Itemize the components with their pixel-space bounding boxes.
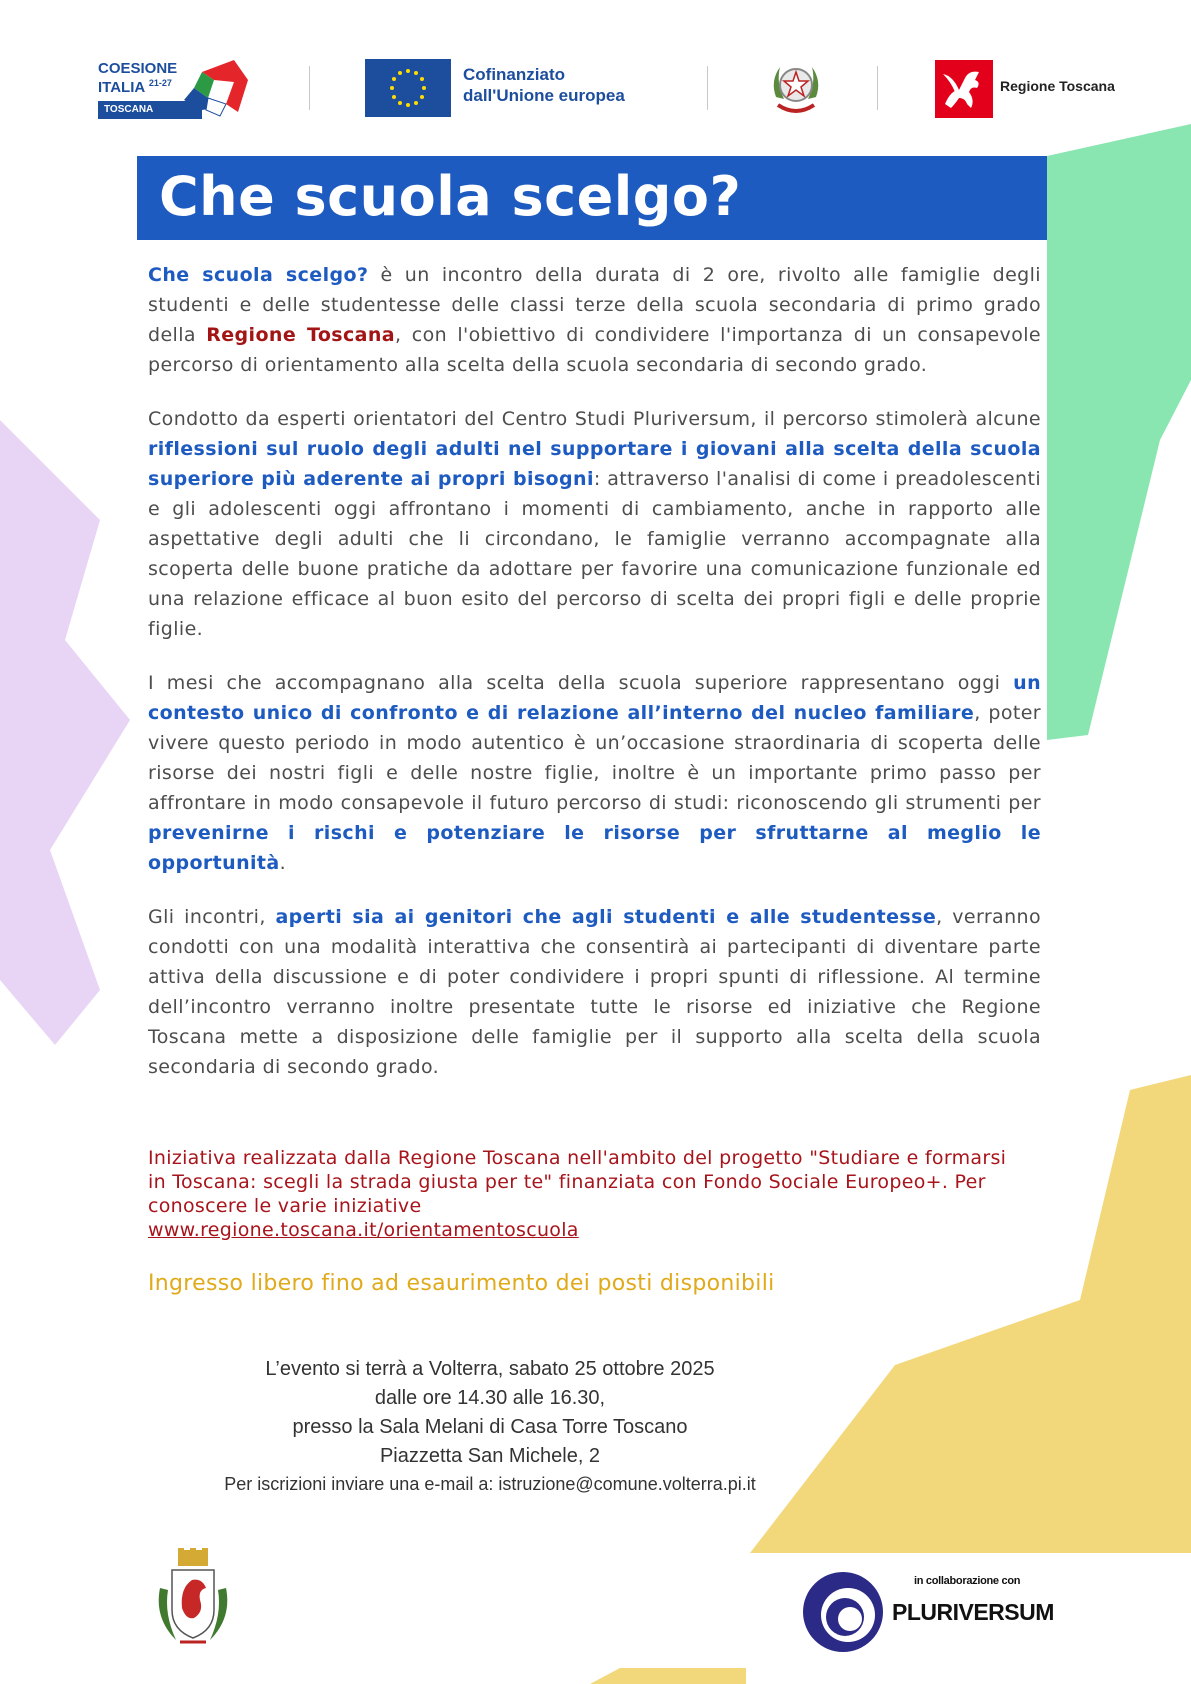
event-registration: Per iscrizioni inviare una e-mail a: istruzione@comune.volterra.pi.it xyxy=(224,1474,756,1494)
coesione-arrow-icon xyxy=(182,58,252,120)
title-bar xyxy=(137,156,1047,240)
header-separator xyxy=(309,66,310,110)
eu-line2: dall'Unione europea xyxy=(463,86,625,105)
page-title: Che scuola scelgo? xyxy=(159,165,742,228)
coesione-italia-logo xyxy=(96,56,256,120)
event-venue: presso la Sala Melani di Casa Torre Toscano xyxy=(292,1416,688,1438)
free-entry-note: Ingresso libero fino ad esaurimento dei posti disponibili xyxy=(148,1271,775,1296)
header-separator xyxy=(707,66,708,110)
paragraph-family: I mesi che accompagnano alla scelta della scuola superiore rappresentano oggi un contesto unico di confronto e di relazione all’interno del nucleo familiare, poter vivere questo periodo in modo autentico è un’occasione straordinaria di scoperta delle risorse dei nostri figli e delle nostre figlie, inoltre è un importante primo passo per affrontare in modo consapevole il futuro percorso di studi: riconoscendo gli strumenti per prevenirne i rischi e potenziare le risorse per sfruttarne al meglio le opportunità. xyxy=(148,672,1042,874)
pegasus-icon xyxy=(935,60,993,118)
regione-toscana-label: Regione Toscana xyxy=(1000,78,1115,94)
initiative-note xyxy=(148,1146,1008,1242)
event-date: L’evento si terrà a Volterra, sabato 25 ottobre 2025 xyxy=(265,1358,715,1380)
event-time: dalle ore 14.30 alle 16.30, xyxy=(374,1387,606,1409)
paragraph-pluriversum: Condotto da esperti orientatori del Centro Studi Pluriversum, il percorso stimolerà alcune riflessioni sul ruolo degli adulti nel supportare i giovani alla scelta della scuola superiore più aderente ai propri bisogni: attraverso l'analisi di come i preadolescenti e gli adolescenti oggi affrontano i momenti di cambiamento, anche in rapporto alle aspettative degli adulti che li circondano, le famiglie verranno accompagnate alla scoperta delle buone pratiche da adottare per favorire una comunicazione funzionale ed una relazione efficace al buon esito del percorso di scelta dei propri figli e delle proprie figlie. xyxy=(148,408,1041,640)
coesione-line2: ITALIA $^{21-27}$ xyxy=(98,78,172,96)
header-logos xyxy=(0,52,1191,122)
coesione-line1: COESIONE xyxy=(98,60,178,77)
pluriversum-footer xyxy=(746,1553,1166,1684)
regione-toscana-flag xyxy=(935,60,993,118)
purple-shape xyxy=(0,420,130,1045)
event-details xyxy=(140,1355,840,1498)
yellow-shape-bottom xyxy=(590,1668,750,1684)
paragraph-meetings: Gli incontri, aperti sia ai genitori che agli studenti e alle studentesse, verranno condotti con una modalità interattiva che consentirà ai partecipanti di diventare parte attiva della discussione e di poter condividere i propri spunti di riflessione. Al termine dell’incontro verranno inoltre presentate tutte le risorse ed iniziative che Regione Toscana mette a disposizione delle famiglie per il supporto alla scelta della scuola secondaria di secondo grado. xyxy=(148,906,1041,1078)
orientamento-link[interactable]: www.regione.toscana.it/orientamentoscuola xyxy=(148,1219,579,1241)
coesione-region: TOSCANA xyxy=(98,101,202,119)
eu-stars-icon xyxy=(365,59,451,117)
header-separator xyxy=(877,66,878,110)
pluriversum-brand: PLURIVERSUM xyxy=(892,1599,1054,1625)
volterra-coat-of-arms xyxy=(152,1548,234,1650)
paragraph-intro: Che scuola scelgo? è un incontro della durata di 2 ore, rivolto alle famiglie degli studenti e delle studentesse delle classi terze della scuola secondaria di primo grado della Regione Toscana, con l'obiettivo di condividere l'importanza di un consapevole percorso di orientamento alla scelta della scuola secondaria di secondo grado. xyxy=(148,264,1041,376)
republic-emblem-icon xyxy=(766,57,826,119)
eu-flag xyxy=(365,59,451,117)
collaboration-label: in collaborazione con xyxy=(914,1575,1021,1587)
pluriversum-logo-icon xyxy=(800,1569,886,1655)
main-content xyxy=(148,260,1041,1106)
event-address: Piazzetta San Michele, 2 xyxy=(379,1445,601,1467)
initiative-text: Iniziativa realizzata dalla Regione Toscana nell'ambito del progetto "Studiare e formarsi in Toscana: scegli la strada giusta per te" finanziata con Fondo Sociale Europeo+. Per conoscere le varie iniziative xyxy=(148,1147,1007,1217)
italian-republic-emblem xyxy=(766,57,826,119)
green-shape xyxy=(1047,124,1191,740)
eu-cofinanced-text xyxy=(463,64,625,106)
eu-line1: Cofinanziato xyxy=(463,65,565,84)
